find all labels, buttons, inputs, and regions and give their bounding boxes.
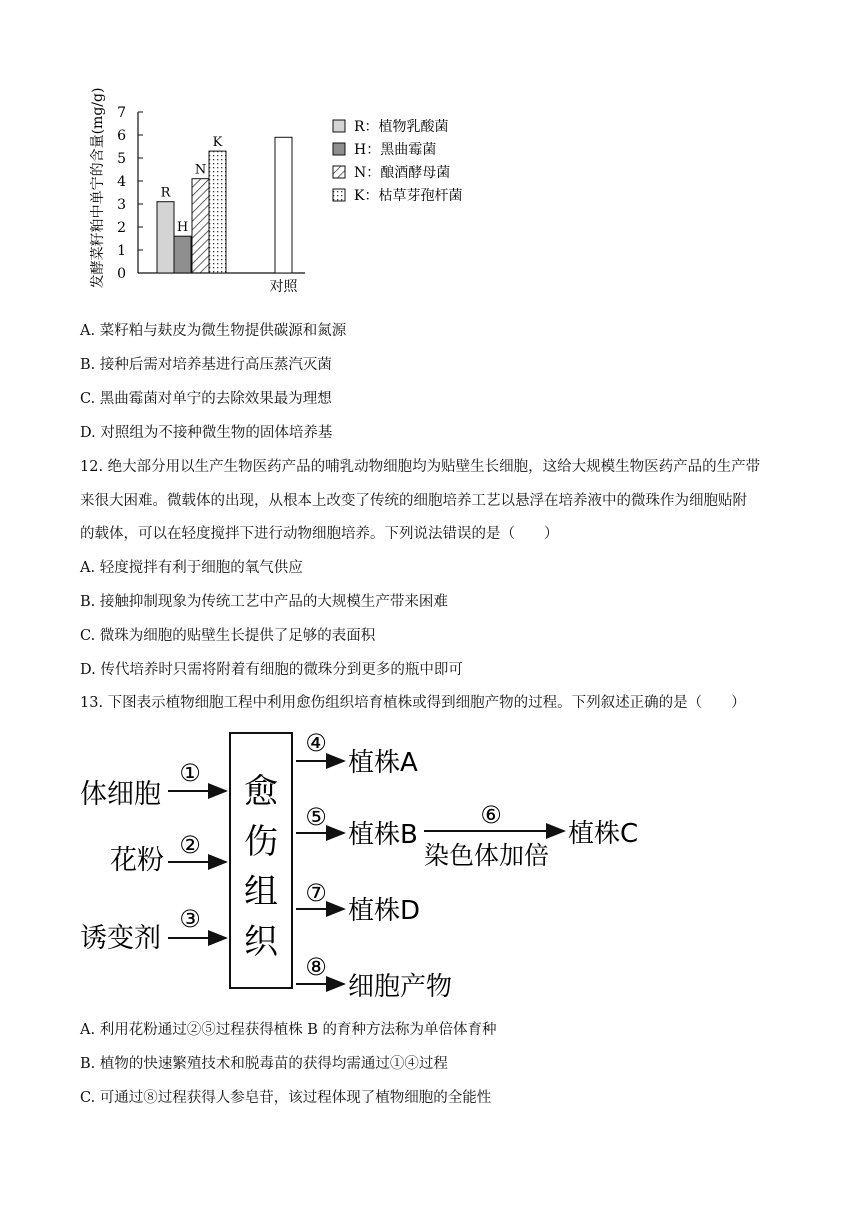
step-6-label: ⑥: [480, 801, 502, 829]
q12-option-b: B. 接触抑制现象为传统工艺中产品的大规模生产带来困难: [80, 594, 448, 610]
input-somatic-cell: 体细胞: [80, 779, 161, 810]
step-7-label: ⑦: [305, 879, 327, 907]
bar-label: H: [176, 220, 189, 236]
legend-label: N：酿酒酵母菌: [354, 165, 451, 181]
step-8-label: ⑧: [305, 953, 327, 981]
q11-option-a: A. 菜籽粕与麸皮为微生物提供碳源和氮源: [80, 323, 347, 339]
bar-K: [209, 151, 226, 273]
q12-option-a: A. 轻度搅拌有利于细胞的氧气供应: [80, 560, 303, 576]
input-pollen: 花粉: [110, 845, 164, 876]
legend-swatch: [333, 166, 345, 178]
bar-label: R: [160, 185, 171, 201]
y-tick-label: 2: [117, 220, 126, 236]
step-4-label: ④: [305, 729, 327, 757]
output-plant-b: 植株B: [348, 820, 418, 850]
bar-label: N: [194, 162, 207, 178]
bar-R: [157, 202, 174, 273]
output-cell-products: 细胞产物: [348, 972, 453, 1002]
q12-stem-line-3: 的载体，可以在轻度搅拌下进行动物细胞培养。下列说法错误的是（ ）: [80, 526, 559, 542]
q11-option-d: D. 对照组为不接种微生物的固体培养基: [80, 425, 333, 441]
q13-option-b: B. 植物的快速繁殖技术和脱毒苗的获得均需通过①④过程: [80, 1056, 448, 1072]
y-tick-label: 3: [117, 197, 126, 213]
y-tick-label: 7: [117, 105, 126, 121]
bar-对照: [275, 137, 292, 273]
bar-H: [174, 236, 191, 273]
y-tick-label: 0: [117, 266, 126, 282]
bar-label: K: [212, 135, 223, 151]
step-5-label: ⑤: [305, 803, 327, 831]
y-tick-label: 1: [117, 243, 126, 259]
q11-option-c: C. 黑曲霉菌对单宁的去除效果最为理想: [80, 391, 332, 407]
callus-char-1: 愈: [244, 772, 278, 812]
y-axis-label: 发酵菜籽粕中单宁的含量(mg/g): [90, 87, 106, 289]
step-2-label: ②: [179, 831, 201, 859]
bar-group: [157, 135, 298, 295]
q11-option-b: B. 接种后需对培养基进行高压蒸汽灭菌: [80, 357, 332, 373]
q12-option-d: D. 传代培养时只需将附着有细胞的微珠分到更多的瓶中即可: [80, 662, 463, 678]
y-tick-label: 4: [117, 174, 126, 190]
legend-swatch: [333, 120, 345, 132]
y-tick-label: 6: [117, 128, 126, 144]
legend-label: R：植物乳酸菌: [354, 119, 449, 135]
step-1-label: ①: [179, 759, 201, 787]
legend-label: H：黑曲霉菌: [354, 142, 437, 158]
output-plant-a: 植株A: [348, 748, 418, 778]
callus-process-diagram: [78, 725, 678, 1010]
tannin-bar-chart: [80, 70, 520, 305]
q13-stem: 13. 下图表示植物细胞工程中利用愈伤组织培育植株或得到细胞产物的过程。下列叙述正确的是（ ）: [80, 695, 746, 711]
step-3-label: ③: [179, 905, 201, 933]
legend-swatch: [333, 143, 345, 155]
chromosome-doubling-label: 染色体加倍: [424, 841, 550, 870]
bar-N: [192, 179, 209, 273]
callus-char-3: 组: [244, 872, 278, 912]
callus-char-4: 织: [244, 922, 278, 962]
chart-legend: [333, 118, 462, 204]
q12-stem-line-2: 来很大困难。微载体的出现，从根本上改变了传统的细胞培养工艺以悬浮在培养液中的微珠作为细胞贴附: [80, 493, 747, 509]
output-plant-d: 植株D: [348, 896, 421, 926]
legend-label: K：枯草芽孢杆菌: [354, 188, 463, 204]
q13-option-c: C. 可通过⑧过程获得人参皂苷，该过程体现了植物细胞的全能性: [80, 1090, 492, 1106]
q12-stem-line-1: 12. 绝大部分用以生产生物医药产品的哺乳动物细胞均为贴壁生长细胞，这给大规模生物医药产品的生产带: [80, 459, 761, 475]
x-category-label: 对照: [269, 279, 298, 295]
q12-option-c: C. 微珠为细胞的贴壁生长提供了足够的表面积: [80, 628, 376, 644]
callus-char-2: 伤: [244, 822, 278, 862]
q13-option-a: A. 利用花粉通过②⑤过程获得植株 B 的育种方法称为单倍体育种: [80, 1022, 497, 1038]
output-plant-c: 植株C: [568, 819, 639, 849]
legend-swatch: [333, 189, 345, 201]
y-tick-label: 5: [117, 151, 126, 167]
input-mutagen: 诱变剂: [80, 923, 161, 954]
